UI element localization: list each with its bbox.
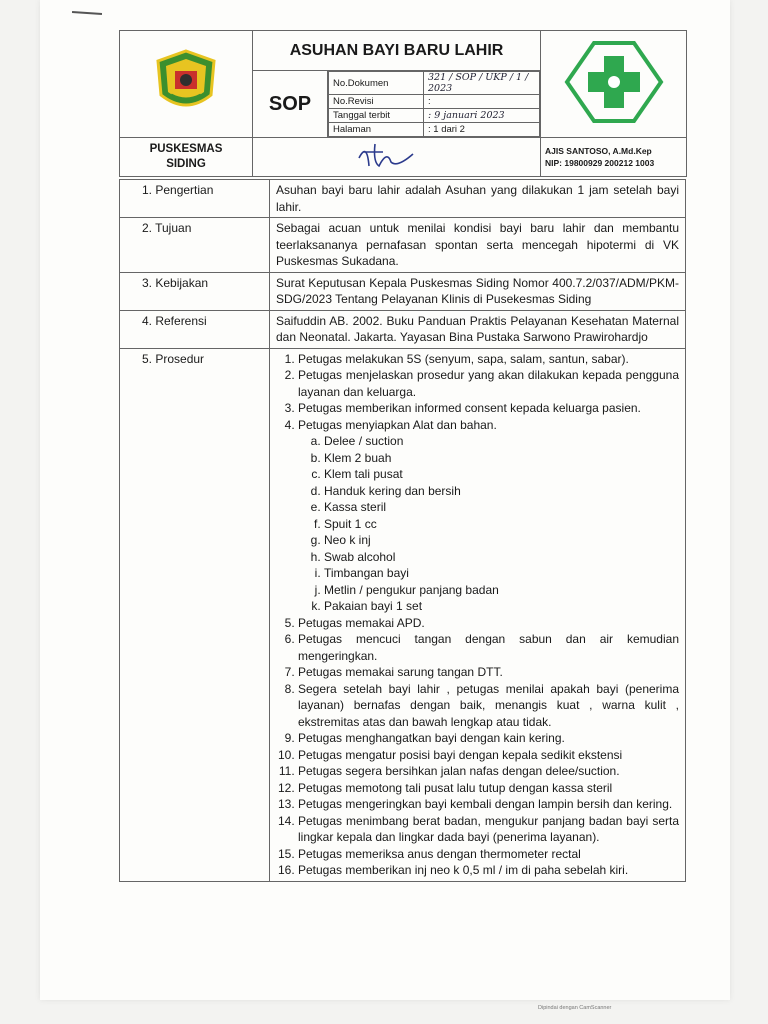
- sop-content-table: [119, 179, 686, 882]
- section-label: 3. Kebijakan: [120, 272, 270, 310]
- organization-name: [120, 138, 253, 177]
- equipment-item: a. Delee / suction: [324, 433, 679, 450]
- page-value: : 1 dari 2: [424, 123, 540, 137]
- equipment-item: c. Klem tali pusat: [324, 466, 679, 483]
- section-text: Sebagai acuan untuk menilai kondisi bayi baru lahir dan membantu teerlaksananya pernafasan spontan serta mencegah hipotermi di VK Puskesmas Sukadana.: [270, 218, 686, 273]
- procedure-step: 7. Petugas memakai sarung tangan DTT.: [298, 664, 679, 681]
- organization-name-line1: PUSKESMAS: [149, 143, 223, 155]
- section-label: 2. Tujuan: [120, 218, 270, 273]
- document-meta-table: [328, 71, 540, 137]
- issue-date-label: Tanggal terbit: [329, 109, 424, 123]
- equipment-item: j. Metlin / pengukur panjang badan: [324, 582, 679, 599]
- section-label: 1. Pengertian: [120, 180, 270, 218]
- equipment-item: h. Swab alcohol: [324, 549, 679, 566]
- signer-info: [541, 138, 687, 177]
- revision-value: :: [424, 95, 540, 109]
- organization-name-line2: SIDING: [166, 158, 206, 170]
- section-text: Saifuddin AB. 2002. Buku Panduan Praktis Pelayanan Kesehatan Maternal dan Neonatal. Jakarta. Yayasan Bina Pustaka Sarwono Prawirohardjo: [270, 310, 686, 348]
- section-row: [120, 310, 686, 348]
- procedure-step: 5. Petugas memakai APD.: [298, 615, 679, 632]
- scanner-footer: Dipindai dengan CamScanner: [538, 1005, 612, 1011]
- section-label: 4. Referensi: [120, 310, 270, 348]
- procedure-step: 13. Petugas mengeringkan bayi kembali dengan lampin bersih dan kering.: [298, 796, 679, 813]
- equipment-item: i. Timbangan bayi: [324, 565, 679, 582]
- procedure-step: 9. Petugas menghangatkan bayi dengan kain kering.: [298, 730, 679, 747]
- equipment-item: f. Spuit 1 cc: [324, 516, 679, 533]
- procedure-step: [298, 417, 679, 615]
- prosedur-label: 5. Prosedur: [120, 348, 270, 881]
- procedure-step-text: Petugas menyiapkan Alat dan bahan.: [298, 417, 497, 432]
- prosedur-content: [270, 348, 686, 881]
- signer-nip: NIP: 19800929 200212 1003: [545, 158, 655, 168]
- sop-label: SOP: [253, 71, 328, 138]
- doc-number-value: 321 / SOP / UKP / 1 / 2023: [424, 72, 540, 95]
- procedure-step: 16. Petugas memberikan inj neo k 0,5 ml / im di paha sebelah kiri.: [298, 862, 679, 879]
- section-row: [120, 218, 686, 273]
- section-text: Asuhan bayi baru lahir adalah Asuhan yang dilakukan 1 jam setelah bayi lahir.: [270, 180, 686, 218]
- procedure-step: 10. Petugas mengatur posisi bayi dengan kepala sedikit ekstensi: [298, 747, 679, 764]
- procedure-step: 2. Petugas menjelaskan prosedur yang akan dilakukan kepada pengguna layanan dan keluarga.: [298, 367, 679, 400]
- section-row: [120, 180, 686, 218]
- issue-date-value: : 9 januari 2023: [424, 109, 540, 123]
- procedure-step: 15. Petugas memeriksa anus dengan thermometer rectal: [298, 846, 679, 863]
- signature-cell: [253, 138, 541, 177]
- section-text: Surat Keputusan Kepala Puskesmas Siding Nomor 400.7.2/037/ADM/PKM-SDG/2023 Tentang Pelayanan Klinis di Pusekesmas Siding: [270, 272, 686, 310]
- puskesmas-logo-cell: [541, 31, 687, 138]
- document-meta-cell: [328, 71, 541, 138]
- equipment-item: d. Handuk kering dan bersih: [324, 483, 679, 500]
- section-row: [120, 272, 686, 310]
- revision-label: No.Revisi: [329, 95, 424, 109]
- puskesmas-logo-icon: [564, 40, 664, 124]
- procedure-step: 6. Petugas mencuci tangan dengan sabun dan air kemudian mengeringkan.: [298, 631, 679, 664]
- procedure-step: 12. Petugas memotong tali pusat lalu tutup dengan kassa steril: [298, 780, 679, 797]
- signer-name: AJIS SANTOSO, A.Md.Kep: [545, 146, 652, 156]
- section-row: [120, 348, 686, 881]
- procedure-step: 14. Petugas menimbang berat badan, mengukur panjang badan bayi serta lingkar kepala dan lingkar dada bayi (penerima layanan).: [298, 813, 679, 846]
- handwritten-signature: [353, 140, 425, 170]
- equipment-item: b. Klem 2 buah: [324, 450, 679, 467]
- procedure-step: 3. Petugas memberikan informed consent kepada keluarga pasien.: [298, 400, 679, 417]
- equipment-list: [298, 433, 679, 615]
- procedure-steps: [276, 351, 679, 879]
- regency-logo-cell: [120, 31, 253, 138]
- regency-logo-icon: [151, 47, 221, 117]
- doc-number-label: No.Dokumen: [329, 72, 424, 95]
- procedure-step: 8. Segera setelah bayi lahir , petugas menilai apakah bayi (penerima layanan) bernafas dengan baik, menangis kuat , warna kulit , ekstremitas atas dan bawah lengkap atau tidak.: [298, 681, 679, 731]
- equipment-item: e. Kassa steril: [324, 499, 679, 516]
- equipment-item: g. Neo k inj: [324, 532, 679, 549]
- procedure-step: 1. Petugas melakukan 5S (senyum, sapa, salam, santun, sabar).: [298, 351, 679, 368]
- procedure-step: 11. Petugas segera bersihkan jalan nafas dengan delee/suction.: [298, 763, 679, 780]
- page-label: Halaman: [329, 123, 424, 137]
- document-title: ASUHAN BAYI BARU LAHIR: [253, 31, 541, 71]
- sop-header: [119, 30, 687, 177]
- equipment-item: k. Pakaian bayi 1 set: [324, 598, 679, 615]
